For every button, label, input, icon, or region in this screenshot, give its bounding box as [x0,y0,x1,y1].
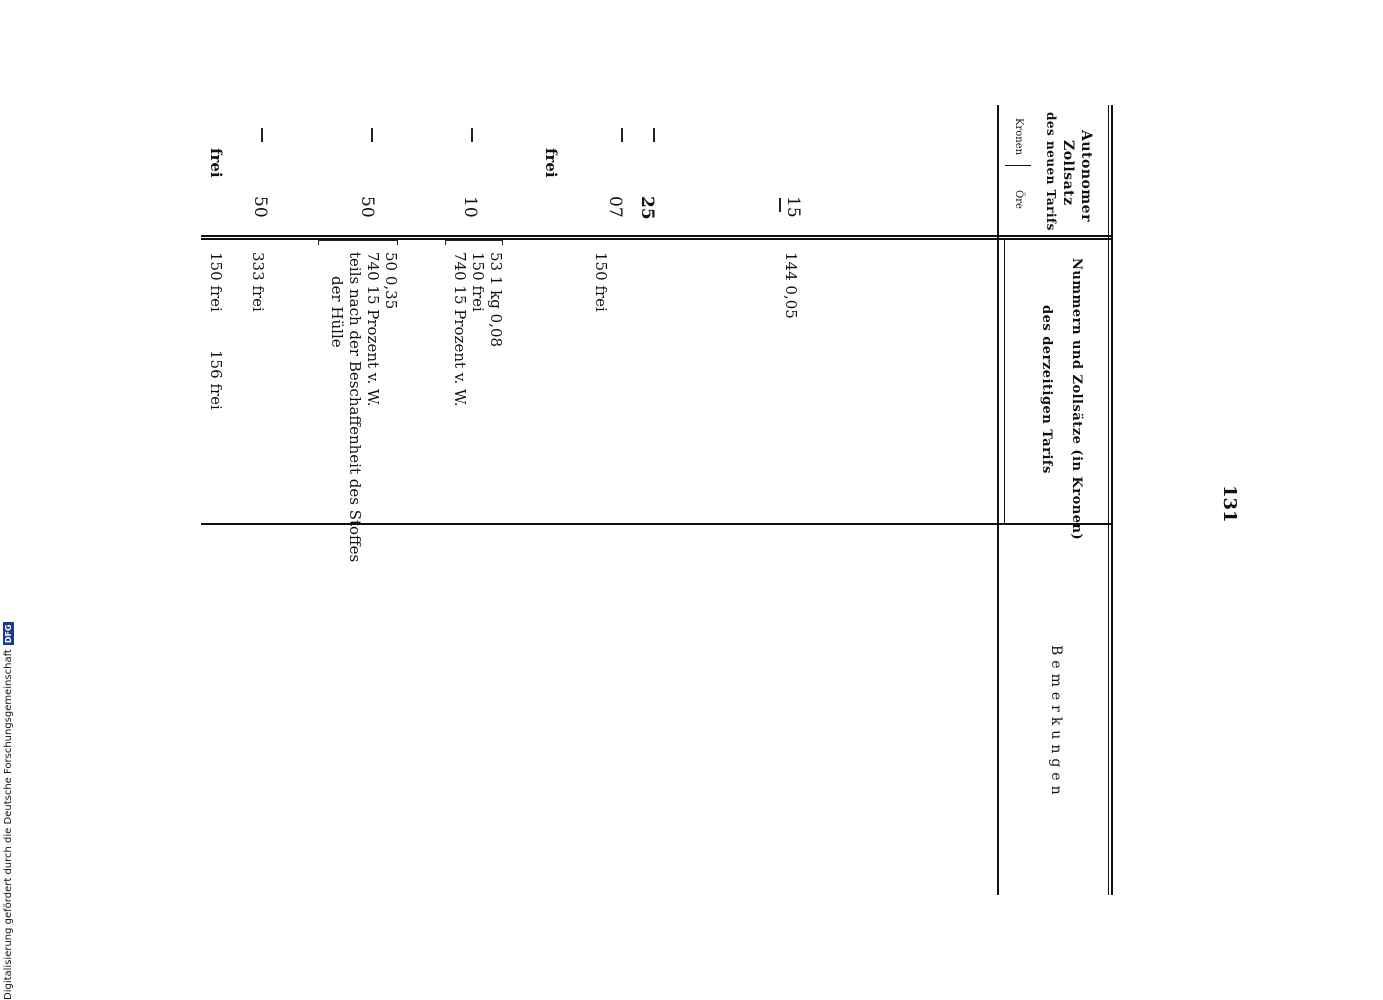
row8-kronen: frei [207,148,225,178]
col1-title-line3: des neuen Tarifs [1044,112,1058,231]
row6-current-2: 740 15 Prozent v. W. [364,252,382,407]
row5-current-3: 740 15 Prozent v. W. [451,252,469,407]
row7-current: 333 frei [249,252,267,312]
row5-current-2: 150 frei [469,252,487,312]
row4-kronen: frei [542,148,560,178]
col2-title-line2: des derzeitigen Tarifs [1039,305,1054,474]
row2-ditto-mark [653,128,655,142]
row6-current-1: 50 0,35 [382,252,400,310]
row8-current-1: 150 frei [207,252,225,312]
row6-current-4: der Hülle [328,276,346,348]
row3-ore: 07 [605,196,625,218]
row1-ditto-mark [779,198,781,212]
row5-current-1: 53 1 kg 0,08 [487,252,505,348]
table-top-rule [1111,105,1113,895]
row8-current-2: 156 frei [207,350,225,410]
footer-text: Digitalisierung gefördert durch die Deutsche Forschungsgemeinschaft [2,649,14,1000]
row6-brace [318,240,398,245]
footer-credit [0,600,16,1000]
row6-ore: 50 [357,196,377,218]
header-bottom-rule [997,105,999,895]
row5-ore: 10 [460,196,480,218]
col1-sub-divider [1005,165,1031,166]
row1-ore: 15 [783,196,803,218]
row6-ditto-mark [371,128,373,142]
col1-sub-kronen: Kronen [1013,118,1024,156]
row7-ore: 50 [250,196,270,218]
col1-col2-rule-double [201,235,1111,237]
row7-ditto-mark [261,128,263,142]
table-top-rule-thin [1108,105,1109,895]
col3-title: Bemerkungen [1048,645,1064,800]
row2-ore: 25 [637,196,657,220]
row3-current: 150 frei [592,252,610,312]
row5-brace [445,240,503,245]
row6-current-3: teils nach der Beschaffenheit des Stoffes [346,252,364,563]
page-number: 131 [1219,485,1240,523]
header-divider-rule [1004,238,1005,523]
col1-sub-ore: Öre [1013,190,1024,209]
row5-ditto-mark [471,128,473,142]
col1-title-line1: Autonomer [1078,130,1094,222]
col2-col3-rule [201,523,1111,525]
dfg-logo: DFG [3,624,13,644]
col2-title-line1: Nummern und Zollsätze (in Kronen) [1069,258,1084,541]
row1-current: 144 0,05 [782,252,800,319]
row3-ditto-mark [621,128,623,142]
col1-title-line2: Zollsatz [1060,140,1076,206]
